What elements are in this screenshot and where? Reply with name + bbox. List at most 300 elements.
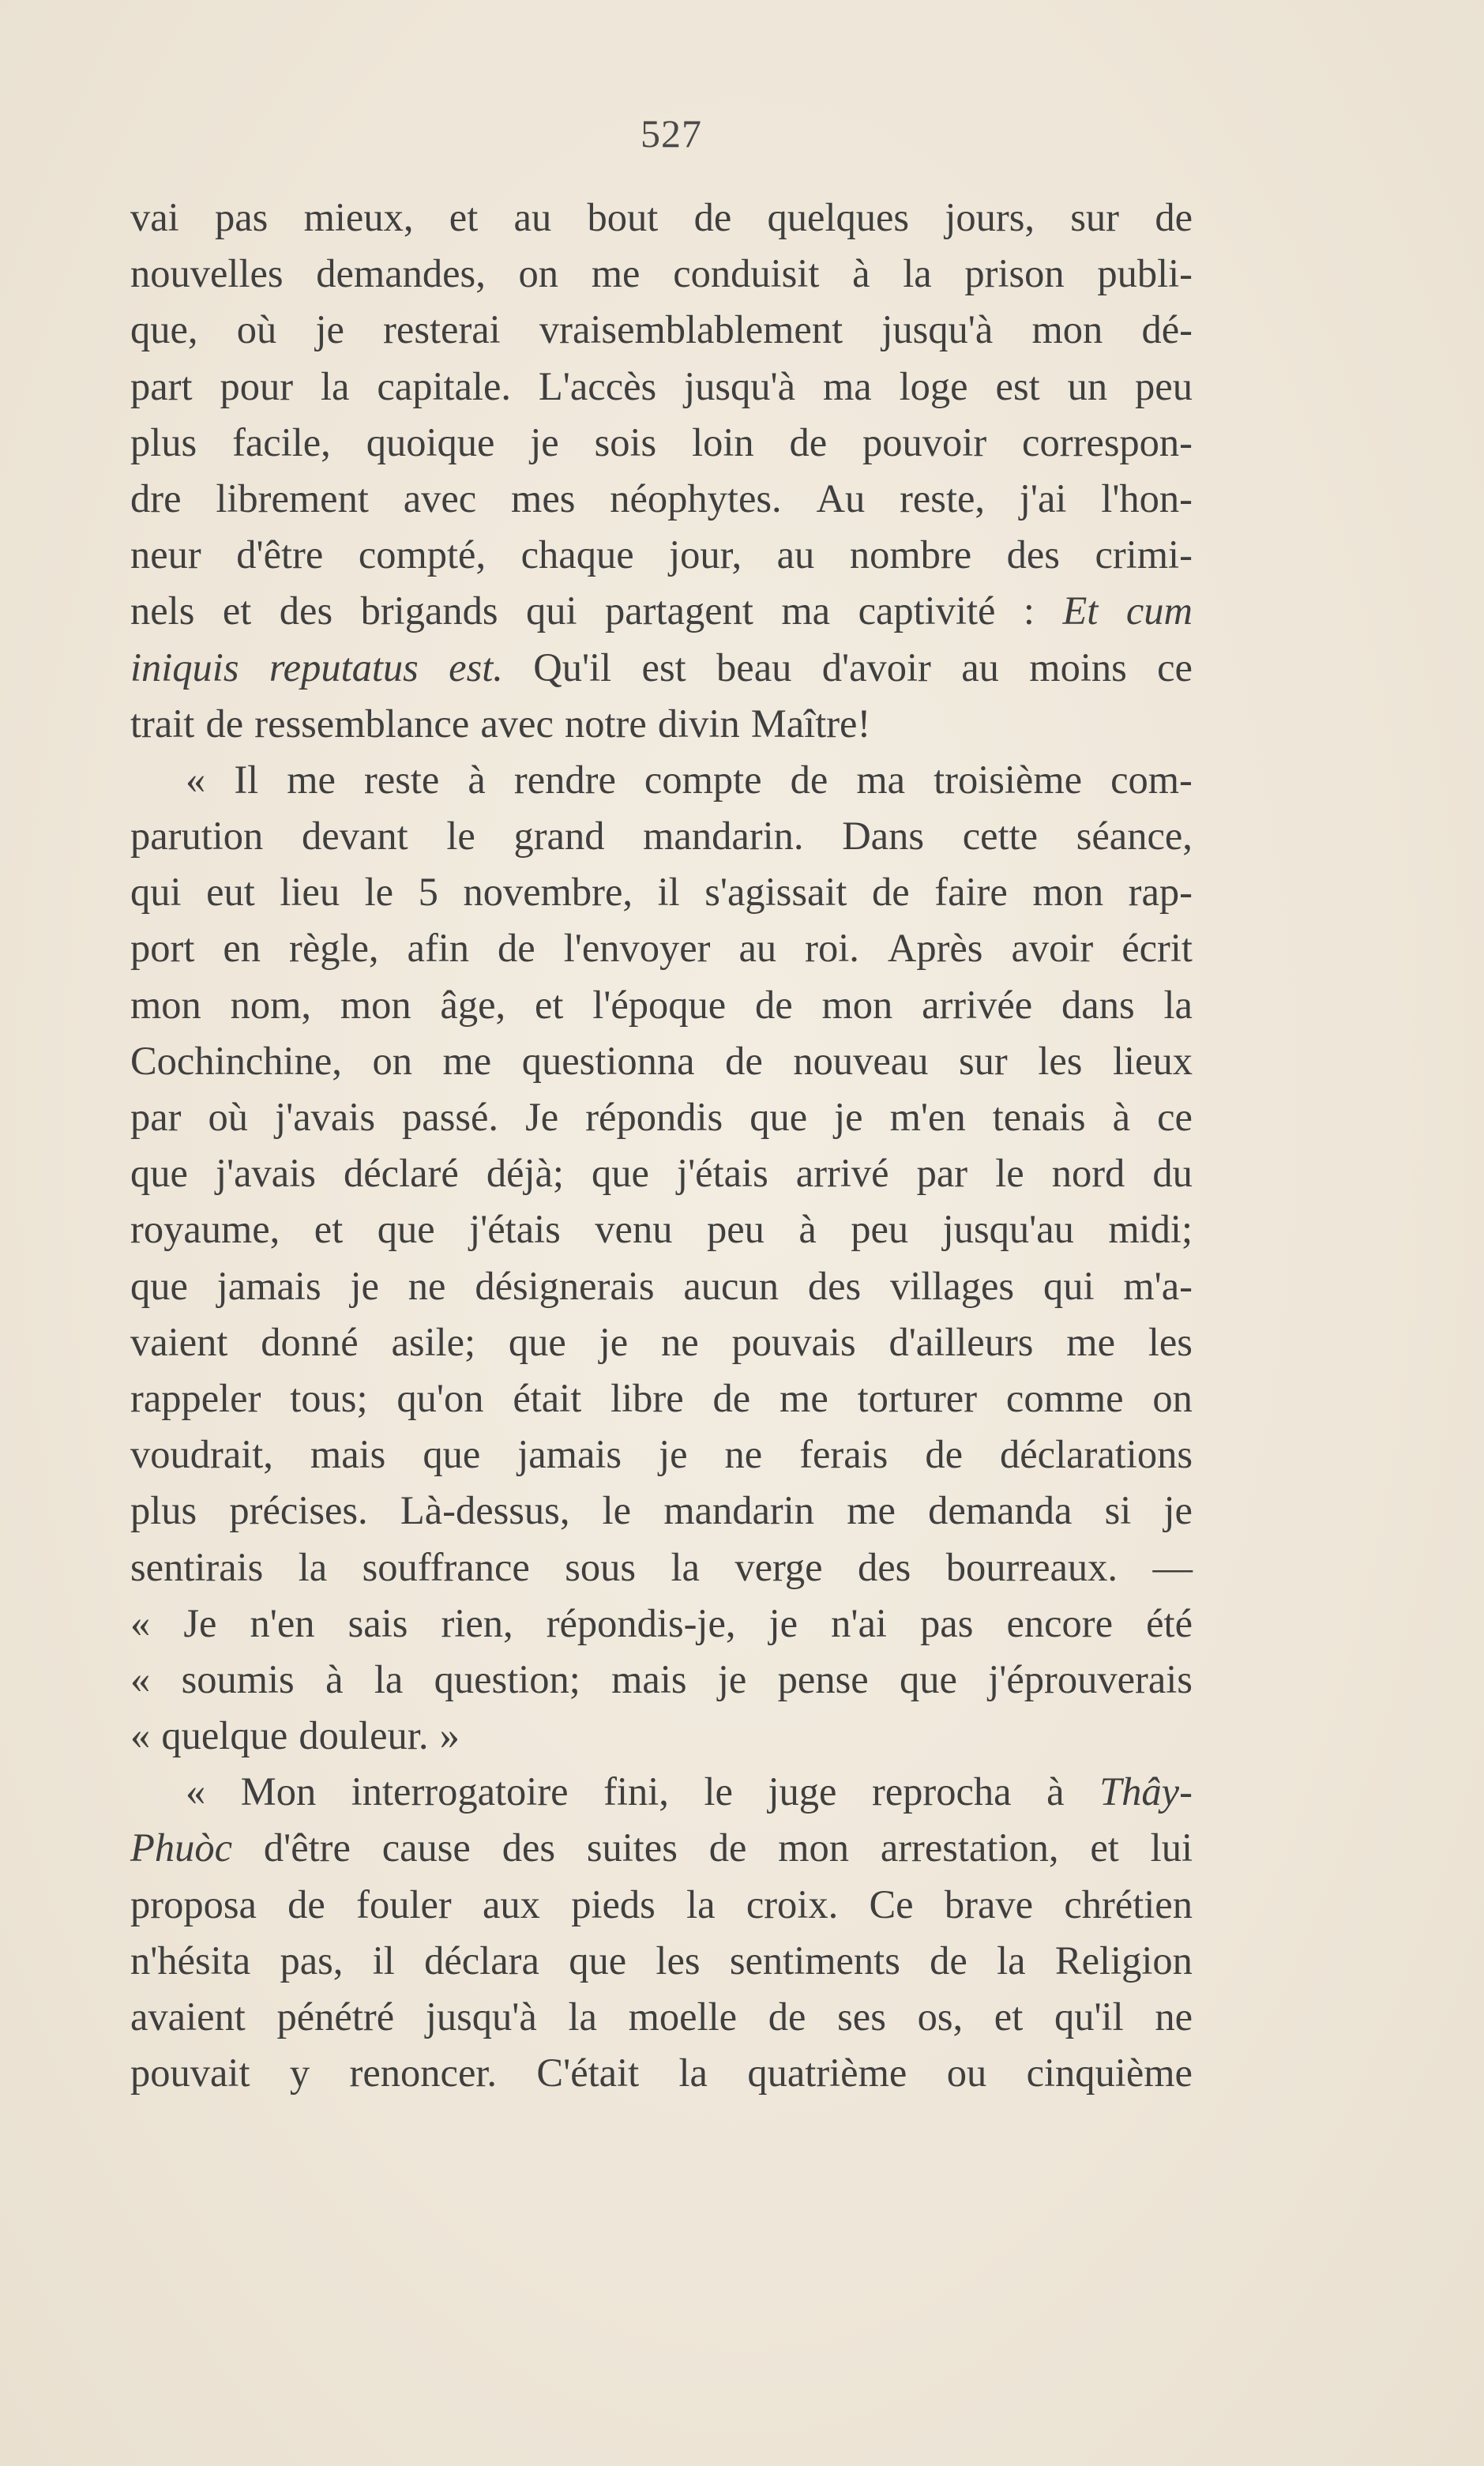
word: libre	[611, 1375, 684, 1420]
word: m'en	[889, 1095, 966, 1139]
word: afin	[407, 926, 470, 971]
word: je	[768, 1600, 798, 1645]
text-line	[130, 752, 1193, 808]
word: Il	[234, 757, 259, 802]
word: chrétien	[1064, 1881, 1193, 1927]
word: de	[768, 1994, 806, 2039]
word: reputatus	[269, 645, 419, 690]
word: beau	[716, 645, 792, 690]
word: publi-	[1097, 251, 1193, 296]
word: sentirais	[130, 1544, 264, 1589]
word: com-	[1110, 757, 1193, 802]
word: 5	[418, 870, 438, 915]
text-line	[130, 1708, 1193, 1764]
word: mon	[778, 1825, 849, 1870]
word: compte	[644, 757, 762, 802]
word: voudrait,	[130, 1432, 273, 1477]
word: j'étais	[677, 1151, 768, 1196]
word: ou	[946, 2051, 987, 2096]
word: midi;	[1108, 1207, 1193, 1252]
text-line	[130, 977, 1193, 1033]
word: correspon-	[1022, 419, 1193, 464]
word: qui	[1043, 1263, 1095, 1308]
word: le	[995, 1151, 1024, 1196]
word: os,	[917, 1994, 964, 2039]
word: il	[372, 1938, 395, 1983]
word: que	[130, 1151, 188, 1196]
word: du	[1152, 1151, 1193, 1196]
word: «	[130, 1656, 151, 1701]
word: quoique	[366, 419, 495, 464]
word: de	[693, 195, 732, 239]
word: nord	[1051, 1151, 1125, 1196]
word: aucun	[683, 1263, 779, 1308]
word: dans	[1061, 982, 1135, 1027]
word: je	[599, 1319, 629, 1364]
word: on	[372, 1038, 412, 1083]
word: on	[518, 251, 559, 296]
word: question;	[434, 1656, 580, 1701]
word: cette	[962, 814, 1039, 859]
word: cinquième	[1026, 2051, 1193, 2096]
word: la	[997, 1938, 1026, 1983]
text-line	[130, 302, 1193, 358]
word: de	[498, 926, 535, 971]
word: de	[725, 1038, 763, 1083]
word: part	[130, 363, 193, 408]
text-line	[130, 864, 1193, 920]
text-line	[130, 1933, 1193, 1989]
word: roi.	[805, 926, 859, 971]
word: à	[798, 1207, 817, 1252]
word: des	[1006, 532, 1060, 577]
word: mais	[611, 1656, 687, 1701]
word: de	[205, 701, 244, 746]
text-line	[130, 640, 1193, 696]
word: je	[659, 1432, 688, 1477]
word: ce	[1157, 645, 1193, 690]
word: divin	[657, 701, 740, 746]
text-line	[130, 583, 1193, 639]
word: le	[602, 1488, 632, 1533]
word: :	[1023, 588, 1035, 633]
word: lieux	[1112, 1038, 1193, 1083]
text-line	[130, 1201, 1193, 1257]
text-line	[130, 1033, 1193, 1089]
word: ressemblance	[254, 701, 470, 746]
word: mais	[310, 1432, 386, 1477]
word: de	[754, 982, 793, 1027]
text-line	[130, 471, 1193, 527]
text-line	[130, 359, 1193, 415]
word: Après	[887, 926, 983, 971]
word: soumis	[181, 1656, 295, 1701]
word: de	[789, 419, 828, 464]
word: facile,	[232, 419, 331, 464]
word: torturer	[857, 1375, 978, 1420]
word: tenais	[992, 1095, 1086, 1139]
word: Qu'il	[533, 645, 612, 690]
word: cause	[381, 1825, 471, 1870]
word: qu'on	[396, 1375, 484, 1420]
word: que	[423, 1432, 481, 1477]
word: à	[468, 757, 486, 802]
word: été	[1146, 1600, 1193, 1645]
text-line	[130, 415, 1193, 471]
word: la	[678, 2051, 708, 2096]
word: ses	[837, 1994, 886, 2039]
word: ma	[856, 757, 906, 802]
word: des	[807, 1263, 862, 1308]
word: jour,	[669, 532, 742, 577]
word: passé.	[402, 1095, 499, 1139]
word: sur	[1070, 195, 1120, 239]
word: brave	[944, 1881, 1034, 1927]
text-line	[130, 1764, 1193, 1820]
word: mon	[1031, 307, 1103, 352]
word: ne	[660, 1319, 699, 1364]
word: l'envoyer	[563, 926, 711, 971]
text-line	[130, 1877, 1193, 1933]
word: plus	[130, 419, 197, 464]
word: la	[374, 1656, 404, 1701]
word: asile;	[391, 1319, 476, 1364]
word: nouvelles	[130, 251, 284, 296]
word: renoncer.	[349, 2051, 498, 2096]
word: je	[315, 307, 344, 352]
word: n'ai	[831, 1600, 887, 1645]
word: mon	[130, 982, 201, 1027]
word: des	[857, 1544, 911, 1589]
word: Là-dessus,	[400, 1488, 570, 1533]
word: je	[717, 1656, 747, 1701]
word: loin	[692, 419, 754, 464]
word: jusqu'au	[942, 1207, 1074, 1252]
word: plus	[130, 1488, 197, 1533]
word: que	[569, 1938, 627, 1983]
word: vai	[130, 195, 179, 239]
word: déjà;	[486, 1151, 564, 1196]
word: captivité	[858, 588, 996, 633]
word: quelque	[161, 1713, 288, 1758]
word: pouvoir	[862, 419, 987, 464]
word: le	[364, 870, 394, 915]
word: de	[790, 757, 828, 802]
word: L'accès	[538, 363, 657, 408]
text-line	[130, 696, 1193, 752]
word: ce	[1157, 1095, 1193, 1139]
word: nels	[130, 588, 195, 633]
word: l'époque	[592, 982, 727, 1027]
word: ma	[781, 588, 831, 633]
word: parution	[130, 814, 264, 859]
word: me	[287, 757, 336, 802]
word: Et	[1062, 588, 1099, 633]
word: aux	[483, 1881, 540, 1927]
word: vraisemblablement	[539, 307, 843, 352]
word: Je	[183, 1600, 217, 1645]
word: d'être	[236, 532, 324, 577]
word: juge	[768, 1769, 837, 1814]
word: iniquis	[130, 645, 239, 690]
word: jamais	[216, 1263, 321, 1308]
word: pouvait	[130, 2051, 250, 2096]
word: désignerais	[475, 1263, 655, 1308]
word: rappeler	[130, 1375, 261, 1420]
text-line	[130, 1820, 1193, 1876]
word: port	[130, 926, 195, 971]
word: «	[186, 757, 206, 802]
word: lieu	[280, 870, 340, 915]
word: Mon	[240, 1769, 317, 1814]
word: qui	[130, 870, 182, 915]
word: fouler	[356, 1881, 452, 1927]
word: pieds	[571, 1881, 656, 1927]
word: tous;	[290, 1375, 368, 1420]
word: la	[903, 251, 932, 296]
word: où	[236, 307, 277, 352]
word: faire	[934, 870, 1008, 915]
word: de	[287, 1881, 325, 1927]
word: d'ailleurs	[889, 1319, 1034, 1364]
word: je	[1163, 1488, 1193, 1533]
word: Au	[816, 476, 866, 521]
word: mandarin	[663, 1488, 815, 1533]
word: mon	[821, 982, 893, 1027]
word: bourreaux.	[945, 1544, 1118, 1589]
word: me	[442, 1038, 492, 1083]
word: les	[1038, 1038, 1083, 1083]
word: la	[686, 1881, 716, 1927]
word: capitale.	[377, 363, 511, 408]
word: peu	[706, 1207, 765, 1252]
word: à	[1046, 1769, 1065, 1814]
word: et	[222, 588, 252, 633]
word: de	[708, 1825, 747, 1870]
text-line	[130, 246, 1193, 302]
word: nom,	[230, 982, 311, 1027]
word: n'en	[250, 1600, 315, 1645]
word: et	[1090, 1825, 1119, 1870]
word: est	[641, 645, 686, 690]
word: m'a-	[1123, 1263, 1193, 1308]
word: j'avais	[275, 1095, 375, 1139]
word: par	[916, 1151, 968, 1196]
word: pas	[215, 195, 269, 239]
word: par	[130, 1095, 182, 1139]
word: partagent	[605, 588, 753, 633]
text-line	[130, 920, 1193, 976]
word: grand	[513, 814, 605, 859]
word: d'avoir	[821, 645, 931, 690]
word: me	[591, 251, 641, 296]
word: me	[847, 1488, 896, 1533]
text-line	[130, 1427, 1193, 1483]
word: le	[446, 814, 475, 859]
body-text	[130, 190, 1193, 2101]
word: mon	[1032, 870, 1104, 915]
word: ma	[823, 363, 872, 408]
word: Thây-	[1099, 1769, 1193, 1814]
word: des	[279, 588, 333, 633]
word: troisième	[934, 757, 1083, 802]
word: encore	[1006, 1600, 1114, 1645]
word: nouveau	[793, 1038, 929, 1083]
word: rap-	[1128, 870, 1193, 915]
word: au	[776, 532, 815, 577]
word: pas	[920, 1600, 974, 1645]
text-line	[130, 1145, 1193, 1201]
word: précises.	[229, 1488, 368, 1533]
word: vaient	[130, 1319, 228, 1364]
word: ferais	[799, 1432, 889, 1477]
word: pouvais	[731, 1319, 856, 1364]
word: sur	[959, 1038, 1008, 1083]
word: je	[350, 1263, 379, 1308]
word: jours,	[945, 195, 1035, 239]
word: neur	[130, 532, 201, 577]
word: est	[995, 363, 1040, 408]
word: pour	[220, 363, 294, 408]
word: s'agissait	[704, 870, 847, 915]
word: de	[872, 870, 910, 915]
word: Ce	[869, 1881, 914, 1927]
word: demandes,	[316, 251, 486, 296]
word: devant	[302, 814, 408, 859]
text-line	[130, 1314, 1193, 1370]
word: trait	[130, 701, 195, 746]
word: Dans	[842, 814, 924, 859]
word: «	[130, 1600, 151, 1645]
word: moins	[1029, 645, 1127, 690]
word: et	[534, 982, 564, 1027]
word: la	[298, 1544, 328, 1589]
word: moelle	[628, 1994, 738, 2039]
text-line	[130, 190, 1193, 246]
word: déclaré	[343, 1151, 459, 1196]
word: peu	[1135, 363, 1193, 408]
word: il	[657, 870, 680, 915]
word: pas,	[280, 1938, 344, 1983]
word: j'ai	[1019, 476, 1067, 521]
word: déclara	[424, 1938, 539, 1983]
word: Je	[525, 1095, 559, 1139]
word: avec	[480, 701, 554, 746]
word: la	[671, 1544, 700, 1589]
word: l'hon-	[1101, 476, 1193, 521]
word: me	[780, 1375, 828, 1420]
word: «	[130, 1713, 151, 1758]
word: notre	[565, 701, 647, 746]
word: y	[289, 2051, 310, 2096]
word: quelques	[767, 195, 910, 239]
word: croix.	[746, 1881, 839, 1927]
word: suites	[586, 1825, 678, 1870]
word: rendre	[513, 757, 616, 802]
word: n'hésita	[130, 1938, 251, 1983]
word: Religion	[1054, 1938, 1193, 1983]
word: les	[656, 1938, 701, 1983]
word: cum	[1125, 588, 1193, 633]
word: fini,	[603, 1769, 669, 1814]
word: néophytes.	[610, 476, 782, 521]
word: au	[513, 195, 552, 239]
word: Cochinchine,	[130, 1038, 342, 1083]
word: que	[592, 1151, 649, 1196]
word: jusqu'à	[425, 1994, 537, 2039]
word: en	[223, 926, 261, 971]
word: ne	[1155, 1994, 1193, 2039]
word: proposa	[130, 1881, 257, 1927]
word: que	[900, 1656, 957, 1701]
word: j'avais	[216, 1151, 316, 1196]
text-line	[130, 1989, 1193, 2045]
word: que	[750, 1095, 808, 1139]
word: je	[834, 1095, 863, 1139]
word: répondis	[585, 1095, 723, 1139]
word: reste	[364, 757, 440, 802]
word: sois	[594, 419, 657, 464]
word: de	[925, 1432, 964, 1477]
word: —	[1152, 1544, 1193, 1589]
word: peu	[851, 1207, 909, 1252]
word: avec	[403, 476, 477, 521]
word: règle,	[289, 926, 379, 971]
word: si	[1104, 1488, 1132, 1533]
word: les	[1148, 1319, 1193, 1364]
word: avoir	[1011, 926, 1094, 971]
word: souffrance	[362, 1544, 530, 1589]
word: jamais	[517, 1432, 622, 1477]
word: séance,	[1076, 814, 1193, 859]
word: douleur.	[299, 1713, 429, 1758]
word: Phuòc	[130, 1825, 233, 1870]
word: à	[325, 1656, 344, 1701]
word: un	[1067, 363, 1108, 408]
text-line	[130, 527, 1193, 583]
word: la	[1163, 982, 1193, 1027]
text-line	[130, 1596, 1193, 1652]
word: eut	[206, 870, 255, 915]
text-line	[130, 2045, 1193, 2101]
word: de	[930, 1938, 967, 1983]
word: conduisit	[673, 251, 820, 296]
word: dé-	[1141, 307, 1193, 352]
word: C'était	[536, 2051, 640, 2096]
word: sais	[348, 1600, 408, 1645]
word: reste,	[900, 476, 986, 521]
word: au	[961, 645, 999, 690]
text-line	[130, 1539, 1193, 1596]
word: âge,	[440, 982, 506, 1027]
word: sentiments	[729, 1938, 900, 1983]
word: avaient	[130, 1994, 246, 2039]
word: des	[502, 1825, 556, 1870]
word: rien,	[441, 1600, 513, 1645]
word: arrestation,	[880, 1825, 1059, 1870]
word: à	[852, 251, 870, 296]
word: questionna	[521, 1038, 695, 1083]
word: arrivé	[795, 1151, 889, 1196]
word: jusqu'à	[684, 363, 796, 408]
word: villages	[890, 1263, 1015, 1308]
word: mes	[511, 476, 576, 521]
word: verge	[734, 1544, 823, 1589]
word: et	[314, 1207, 344, 1252]
word: mieux,	[303, 195, 414, 239]
text-line	[130, 1483, 1193, 1539]
word: dre	[130, 476, 182, 521]
